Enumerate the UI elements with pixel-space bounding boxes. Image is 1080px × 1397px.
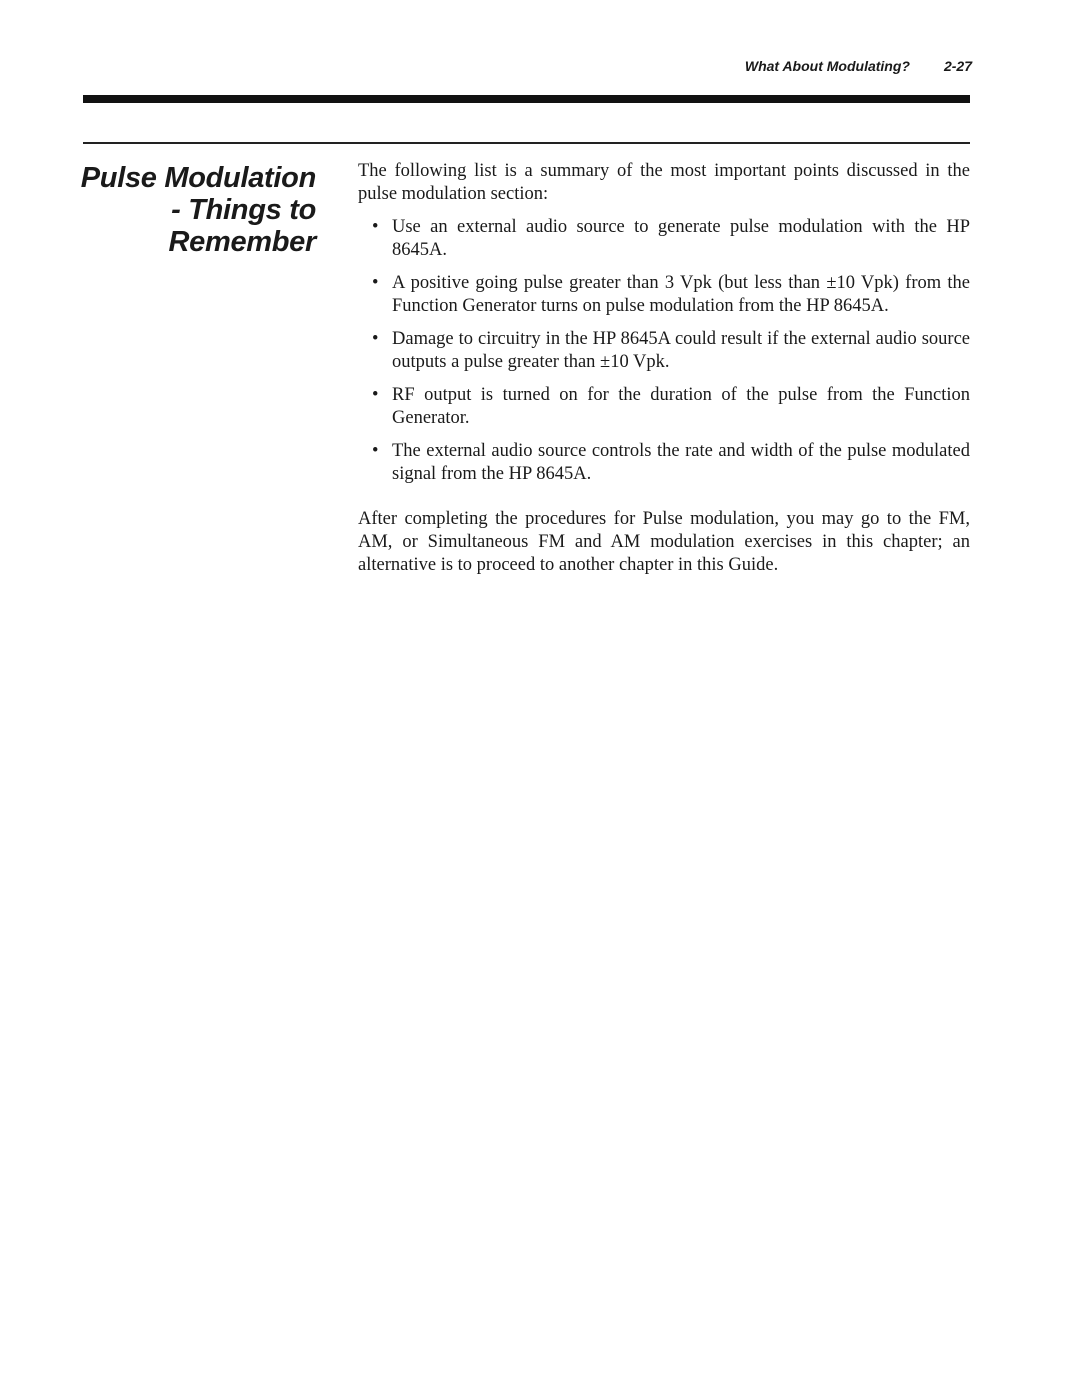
section-body [358, 160, 970, 577]
section-title-line: Pulse Modulation [80, 162, 316, 194]
section-title-line: Remember [168, 226, 316, 258]
page-number: 2-27 [943, 58, 972, 74]
section-rule [83, 142, 970, 144]
list-item: • The external audio source controls the rate and width of the pulse modulated signal from the HP 8645A. [358, 440, 970, 486]
running-header [600, 58, 972, 74]
intro-paragraph: The following list is a summary of the most important points discussed in the pulse modulation section: [358, 161, 970, 204]
list-item: • A positive going pulse greater than 3 Vpk (but less than ±10 Vpk) from the Function Generator turns on pulse modulation from the HP 8645A. [358, 272, 970, 318]
list-item: • RF output is turned on for the duration of the pulse from the Function Generator. [358, 384, 970, 430]
list-item: • Damage to circuitry in the HP 8645A could result if the external audio source outputs a pulse greater than ±10 Vpk. [358, 328, 970, 374]
closing-paragraph: After completing the procedures for Pulse modulation, you may go to the FM, AM, or Simultaneous FM and AM modulation exercises in this chapter; an alternative is to proceed to another chapter in this Guide. [358, 509, 970, 575]
running-header-title: What About Modulating? [744, 58, 910, 74]
summary-list [358, 216, 970, 486]
header-rule [83, 95, 970, 103]
list-item: • Use an external audio source to generate pulse modulation with the HP 8645A. [358, 216, 970, 262]
section-title-line: - Things to [171, 194, 316, 226]
section-title [60, 162, 316, 258]
